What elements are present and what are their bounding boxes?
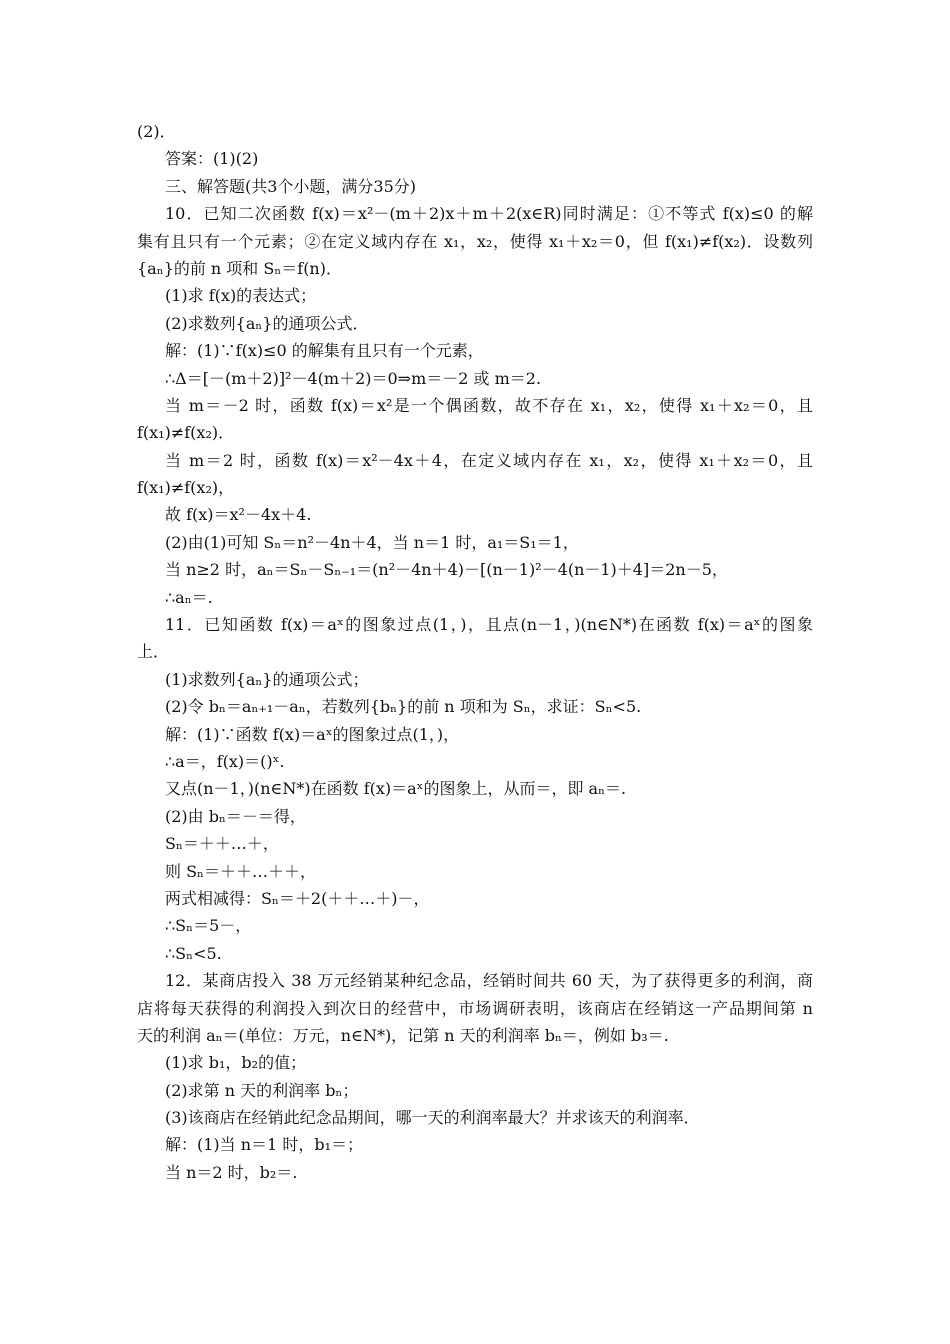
text-line: Sₙ＝＋＋…＋，: [165, 834, 279, 854]
text-line: (2)由 bₙ＝－＝得，: [165, 806, 306, 826]
text-line: ∴Δ＝[－(m＋2)]²－4(m＋2)＝0⇒m＝－2 或 m＝2.: [165, 368, 542, 388]
text-line: 集有且只有一个元素；②在定义域内存在 x₁，x₂，使得 x₁＋x₂＝0，但 f(x₁)≠f(x₂)．设数列: [137, 231, 813, 251]
text-line: 当 m＝－2 时，函数 f(x)＝x²是一个偶函数，故不存在 x₁，x₂，使得 x₁＋x₂＝0，且: [165, 395, 813, 415]
text-line: f(x₁)≠f(x₂)．: [137, 423, 235, 443]
text-line: (1)求 b₁，b₂的值；: [165, 1053, 307, 1073]
text-line: 店将每天获得的利润投入到次日的经营中，市场调研表明，该商店在经销这一产品期间第 n: [137, 998, 813, 1018]
text-line: f(x₁)≠f(x₂)，: [137, 478, 235, 498]
text-line: 当 m＝2 时，函数 f(x)＝x²－4x＋4，在定义域内存在 x₁，x₂，使得 x₁＋x₂＝0，且: [165, 450, 813, 470]
text-line: {aₙ}的前 n 项和 Sₙ＝f(n)．: [137, 258, 342, 278]
text-line: (2)求第 n 天的利润率 bₙ；: [165, 1080, 359, 1100]
text-line: 则 Sₙ＝＋＋…＋＋，: [165, 861, 316, 881]
text-line: 当 n＝2 时，b₂＝.: [165, 1162, 298, 1182]
text-line: (3)该商店在经销此纪念品期间，哪一天的利润率最大？并求该天的利润率．: [165, 1108, 700, 1128]
text-line: 解：(1)当 n＝1 时，b₁＝；: [165, 1135, 363, 1155]
text-line: ∴Sₙ＝5－，: [165, 916, 252, 936]
text-line: (1)求数列{aₙ}的通项公式；: [165, 669, 369, 689]
text-line: (1)求 f(x)的表达式；: [165, 286, 317, 306]
text-line: ∴a＝，f(x)＝()ˣ.: [165, 751, 285, 771]
text-line: 又点(n－1，)(n∈N*)在函数 f(x)＝aˣ的图象上，从而＝，即 aₙ＝.: [165, 779, 627, 799]
document-body: [137, 118, 813, 1186]
text-line: 三、解答题(共3个小题，满分35分): [165, 176, 417, 196]
text-line: (2)．: [137, 122, 176, 141]
text-line: 当 n≥2 时，aₙ＝Sₙ－Sₙ₋₁＝(n²－4n＋4)－[(n－1)²－4(n－1)＋4]＝2n－5，: [165, 560, 728, 580]
text-line: ∴Sₙ<5.: [165, 943, 222, 963]
text-line: 解：(1)∵函数 f(x)＝aˣ的图象过点(1，)，: [165, 724, 460, 744]
text-line: (2)求数列{aₙ}的通项公式．: [165, 313, 369, 333]
text-line: 两式相减得：Sₙ＝＋2(＋＋…＋)－，: [165, 888, 430, 908]
text-line: 解：(1)∵f(x)≤0 的解集有且只有一个元素，: [165, 341, 484, 361]
text-line: (2)令 bₙ＝aₙ₊₁－aₙ，若数列{bₙ}的前 n 项和为 Sₙ，求证：Sₙ<5.: [165, 697, 642, 717]
text-line: 答案：(1)(2): [165, 149, 259, 169]
text-line: ∴aₙ＝.: [165, 587, 213, 607]
text-line: 12．某商店投入 38 万元经销某种纪念品，经销时间共 60 天，为了获得更多的利润，商: [165, 971, 813, 991]
text-line: 故 f(x)＝x²－4x＋4.: [165, 505, 312, 525]
text-line: 上．: [137, 642, 170, 662]
text-line: 11．已知函数 f(x)＝aˣ的图象过点(1，)，且点(n－1，)(n∈N*)在函数 f(x)＝aˣ的图象: [165, 615, 813, 635]
text-line: 10．已知二次函数 f(x)＝x²－(m＋2)x＋m＋2(x∈R)同时满足：①不等式 f(x)≤0 的解: [165, 204, 813, 224]
text-line: (2)由(1)可知 Sₙ＝n²－4n＋4，当 n＝1 时，a₁＝S₁＝1，: [165, 532, 579, 552]
text-line: 天的利润 aₙ＝(单位：万元，n∈N*)，记第 n 天的利润率 bₙ＝，例如 b₃＝.: [137, 1025, 669, 1045]
